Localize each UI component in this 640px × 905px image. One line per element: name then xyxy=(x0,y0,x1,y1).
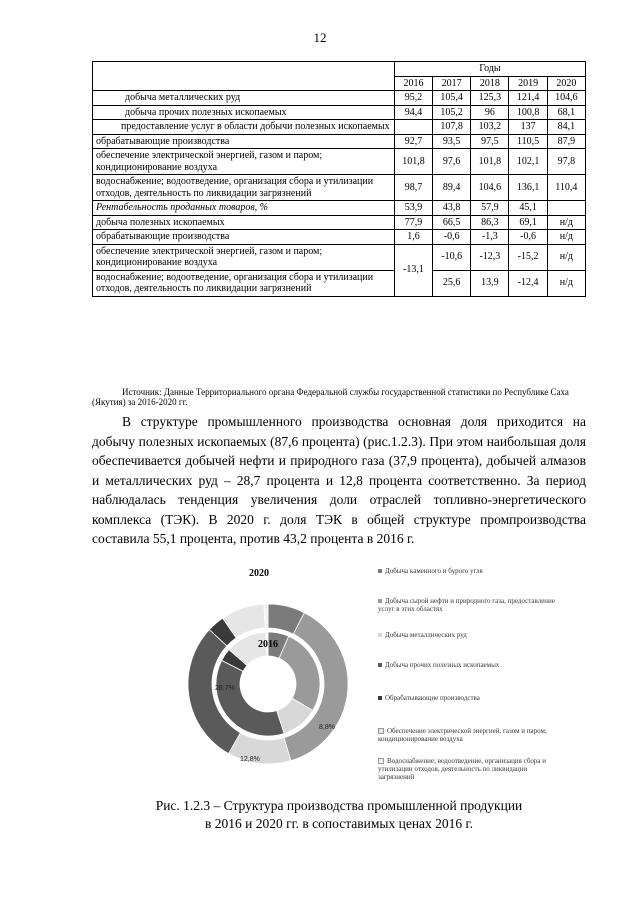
cell: 100,8 xyxy=(509,105,547,120)
legend-label: Добыча прочих полезных ископаемых xyxy=(385,661,500,669)
legend-swatch xyxy=(378,728,384,734)
figure-caption xyxy=(92,797,586,832)
year-header: 2017 xyxy=(433,76,471,91)
legend-item xyxy=(378,727,558,743)
cell: 13,9 xyxy=(471,270,509,296)
production-index-table xyxy=(92,61,586,297)
legend-swatch xyxy=(378,633,382,637)
table-header-empty xyxy=(93,62,395,91)
legend-label: Добыча каменного и бурого угля xyxy=(385,567,483,575)
double-donut-chart xyxy=(188,584,368,774)
cell: 110,5 xyxy=(509,134,547,149)
legend-item xyxy=(378,567,558,575)
legend-swatch xyxy=(378,599,382,603)
legend-swatch xyxy=(378,758,384,764)
cell: -12,3 xyxy=(471,244,509,270)
legend-label: Добыча металлических руд xyxy=(385,631,467,639)
table-header-years: Годы xyxy=(394,62,585,77)
cell: 98,7 xyxy=(394,175,432,201)
table-row xyxy=(93,270,586,296)
table-row xyxy=(93,149,586,175)
table-row xyxy=(93,134,586,149)
cell xyxy=(394,120,432,135)
row-label: добыча полезных ископаемых xyxy=(93,215,395,230)
table-row xyxy=(93,201,586,216)
row-label: добыча прочих полезных ископаемых xyxy=(93,105,395,120)
row-label: Рентабельность проданных товаров, % xyxy=(93,201,395,216)
cell: 96 xyxy=(471,105,509,120)
row-label: водоснабжение; водоотведение, организация сбора и утилизации отходов, деятельность по ликвидации загрязнений xyxy=(93,270,395,296)
cell: -12,4 xyxy=(509,270,547,296)
cell: 103,2 xyxy=(471,120,509,135)
cell: 105,2 xyxy=(433,105,471,120)
cell: 97,6 xyxy=(433,149,471,175)
table-row xyxy=(93,105,586,120)
legend-label: Обеспечение электрической энергией, газом и паром; кондиционирование воздуха xyxy=(378,727,547,744)
legend-item xyxy=(378,597,558,613)
cell: н/д xyxy=(547,215,585,230)
cell: 102,1 xyxy=(509,149,547,175)
cell: 137 xyxy=(509,120,547,135)
cell: 105,4 xyxy=(433,91,471,106)
cell: 97,8 xyxy=(547,149,585,175)
caption-line: Рис. 1.2.3 – Структура производства промышленной продукции xyxy=(155,798,523,813)
cell: 97,5 xyxy=(471,134,509,149)
cell: 1,6 xyxy=(394,230,432,245)
cell: 66,5 xyxy=(433,215,471,230)
chart-title-2020: 2020 xyxy=(249,568,269,579)
cell: -13,1 xyxy=(394,244,432,296)
table-row xyxy=(93,175,586,201)
cell: 89,4 xyxy=(433,175,471,201)
cell: 53,9 xyxy=(394,201,432,216)
cell: -1,3 xyxy=(471,230,509,245)
legend-item xyxy=(378,661,558,669)
cell: 101,8 xyxy=(471,149,509,175)
cell: -0,6 xyxy=(509,230,547,245)
cell: 136,1 xyxy=(509,175,547,201)
legend-item xyxy=(378,694,558,702)
body-paragraph: В структуре промышленного производства основная доля приходится на добычу полезных ископаемых (87,6 процента) (рис.1.2.3). При этом наибольшая доля обеспечивается добычей нефти и природного газа (37,9 процента), добычей алмазов и металлических руд – 28,7 процента и 12,8 процента соответственно. За период наблюдалась тенденция увеличения доли отраслей топливно-энергетического комплекса (ТЭК). В 2020 г. доля ТЭК в общей структуре промпроизводства составила 55,1 процента, против 43,2 процента в 2016 г. xyxy=(92,414,586,547)
row-label: обрабатывающие производства xyxy=(93,230,395,245)
cell: 95,2 xyxy=(394,91,432,106)
legend-item xyxy=(378,631,558,639)
cell: н/д xyxy=(547,244,585,270)
cell: 43,8 xyxy=(433,201,471,216)
outer-ring-2020 xyxy=(188,604,348,764)
cell: 110,4 xyxy=(547,175,585,201)
chart-title-2016: 2016 xyxy=(258,639,278,650)
cell: 107,8 xyxy=(433,120,471,135)
cell: 101,8 xyxy=(394,149,432,175)
cell: 68,1 xyxy=(547,105,585,120)
cell: н/д xyxy=(547,230,585,245)
year-header: 2018 xyxy=(471,76,509,91)
cell: 84,1 xyxy=(547,120,585,135)
cell: н/д xyxy=(547,270,585,296)
row-label: обеспечение электрической энергией, газом и паром; кондиционирование воздуха xyxy=(93,149,395,175)
table-row xyxy=(93,244,586,270)
table-row xyxy=(93,230,586,245)
row-label: водоснабжение; водоотведение, организация сбора и утилизации отходов, деятельность по ликвидации загрязнений xyxy=(93,175,395,201)
row-label: добыча металлических руд xyxy=(93,91,395,106)
cell: 77,9 xyxy=(394,215,432,230)
data-label: 28,7% xyxy=(215,685,235,692)
cell: 125,3 xyxy=(471,91,509,106)
row-label: обеспечение электрической энергией, газом и паром; кондиционирование воздуха xyxy=(93,244,395,270)
cell: 69,1 xyxy=(509,215,547,230)
cell: 92,7 xyxy=(394,134,432,149)
cell: -15,2 xyxy=(509,244,547,270)
cell: 93,5 xyxy=(433,134,471,149)
cell: 25,6 xyxy=(433,270,471,296)
table-row xyxy=(93,120,586,135)
source-note: Источник: Данные Территориального органа Федеральной службы государственной статистики по Республике Саха (Якутия) за 2016-2020 гг. xyxy=(92,387,569,408)
year-header: 2020 xyxy=(547,76,585,91)
table-row xyxy=(93,91,586,106)
cell: -0,6 xyxy=(433,230,471,245)
cell: 57,9 xyxy=(471,201,509,216)
data-label: 8,8% xyxy=(319,724,335,731)
legend-swatch xyxy=(378,569,382,573)
cell: -10,6 xyxy=(433,244,471,270)
cell: 104,6 xyxy=(471,175,509,201)
legend-label: Обрабатывающие производства xyxy=(385,694,480,702)
cell: 87,9 xyxy=(547,134,585,149)
legend-label: Добыча сырой нефти и природного газа, предоставление услуг в этих областях xyxy=(378,597,555,614)
table-header-group-row xyxy=(93,62,586,77)
table-row xyxy=(93,215,586,230)
row-label: предоставление услуг в области добычи полезных ископаемых xyxy=(93,120,395,135)
legend-item xyxy=(378,757,558,781)
legend-swatch xyxy=(378,696,382,700)
legend-label: Водоснабжение; водоотведение, организация сбора и утилизации отходов, деятельность по ликвидации загрязнений xyxy=(378,757,546,782)
cell: 45,1 xyxy=(509,201,547,216)
cell: 104,6 xyxy=(547,91,585,106)
cell: 94,4 xyxy=(394,105,432,120)
caption-line: в 2016 и 2020 гг. в сопоставимых ценах 2016 г. xyxy=(205,815,473,831)
cell xyxy=(547,201,585,216)
row-label: обрабатывающие производства xyxy=(93,134,395,149)
year-header: 2016 xyxy=(394,76,432,91)
data-label: 12,8% xyxy=(240,756,260,763)
legend-swatch xyxy=(378,663,382,667)
cell: 121,4 xyxy=(509,91,547,106)
cell: 86,3 xyxy=(471,215,509,230)
year-header: 2019 xyxy=(509,76,547,91)
page-number: 12 xyxy=(313,30,327,45)
